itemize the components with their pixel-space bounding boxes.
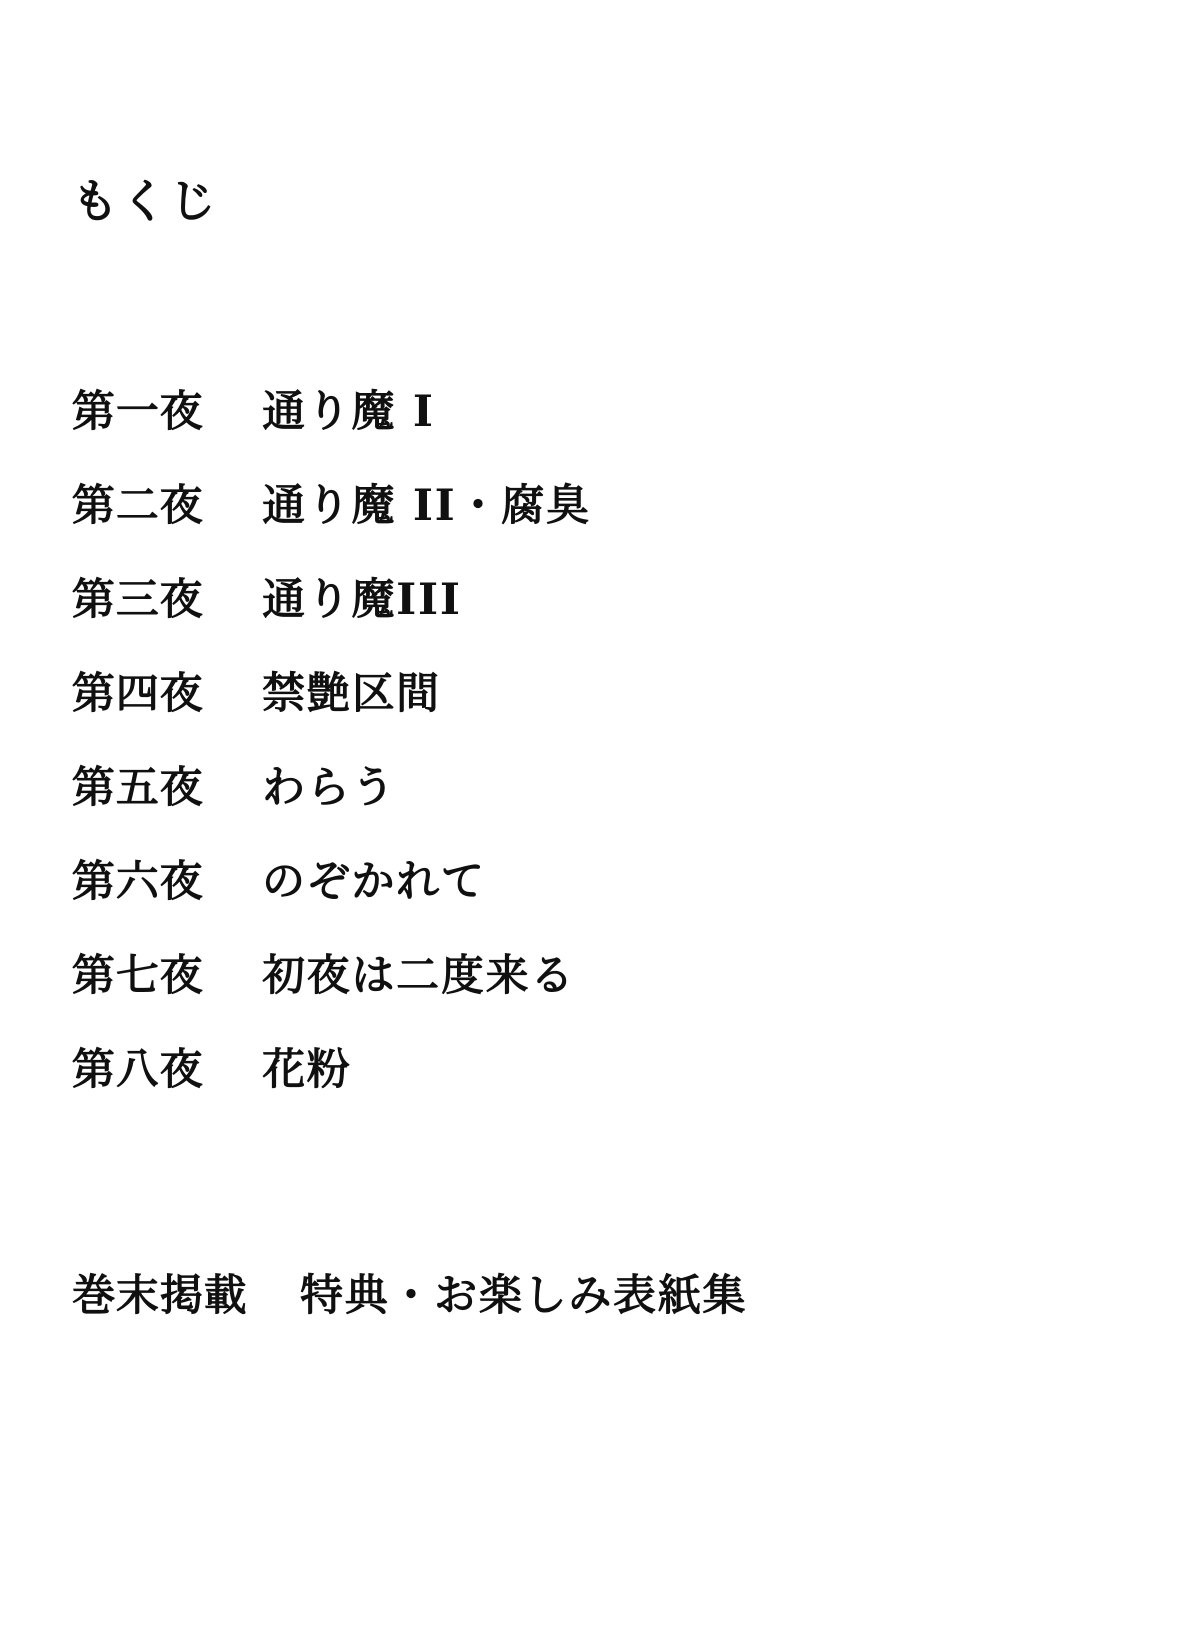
toc-entry-number: 第七夜 [72, 951, 204, 1001]
list-item[interactable] [72, 566, 1072, 660]
toc-entry-number: 第四夜 [72, 669, 204, 719]
toc-entry-number: 第三夜 [72, 575, 204, 625]
toc-entry-number: 第二夜 [72, 481, 204, 531]
toc-entry-label: 初夜は二度来る [262, 951, 576, 1001]
toc-entry-label: のぞかれて [262, 857, 486, 907]
list-item[interactable] [72, 1036, 1072, 1130]
toc-entry-label: 通り魔III [262, 575, 462, 625]
toc-entry-label: わらう [262, 763, 397, 813]
toc-list [72, 378, 1072, 1130]
toc-entry-number: 第一夜 [72, 387, 204, 437]
toc-entry-number: 第五夜 [72, 763, 204, 813]
list-item[interactable] [72, 472, 1072, 566]
toc-entry-label: 通り魔 I [262, 387, 435, 437]
list-item[interactable] [72, 378, 1072, 472]
toc-entry-number: 第六夜 [72, 857, 204, 907]
toc-entry-label: 禁艶区間 [262, 669, 441, 719]
toc-entry-number: 第八夜 [72, 1045, 204, 1095]
list-item[interactable] [72, 754, 1072, 848]
footer-label: 巻末掲載 [72, 1271, 248, 1321]
footer-text: 特典・お楽しみ表紙集 [300, 1271, 748, 1321]
list-item[interactable] [72, 942, 1072, 1036]
toc-entry-label: 通り魔 II・腐臭 [262, 481, 591, 531]
toc-entry-label: 花粉 [262, 1045, 352, 1095]
list-item[interactable] [72, 660, 1072, 754]
page-title: もくじ [72, 174, 219, 228]
toc-footer [72, 1262, 747, 1323]
list-item[interactable] [72, 848, 1072, 942]
